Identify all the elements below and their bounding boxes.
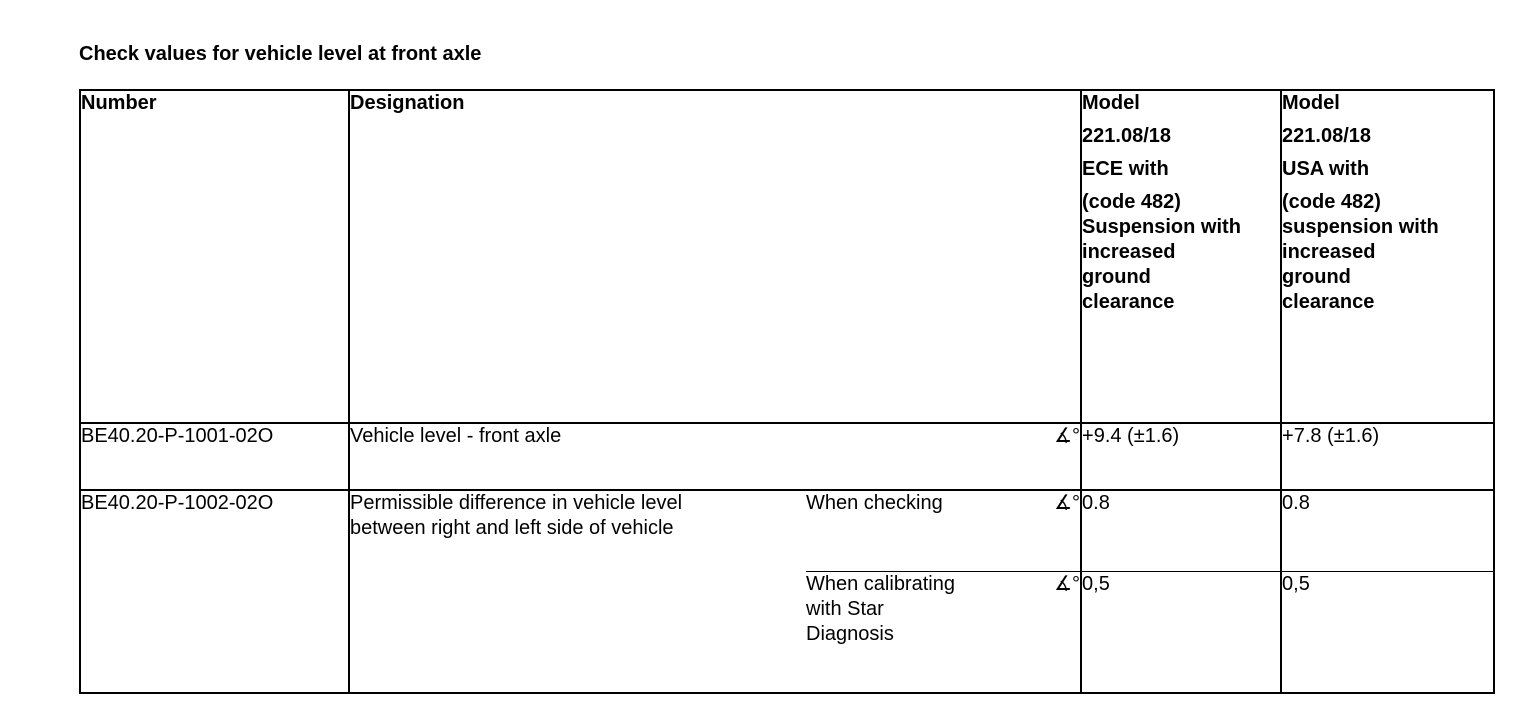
header-designation: Designation	[349, 90, 1081, 423]
angle-unit-icon: ∡°	[1021, 571, 1081, 693]
model-ece-line7: ground	[1082, 266, 1151, 288]
model-usa-line2: 221.08/18	[1282, 125, 1371, 147]
model-usa-line6: increased	[1282, 241, 1376, 263]
row2-condition-checking: When checking	[806, 490, 1021, 571]
model-ece-line1: Model	[1082, 92, 1140, 114]
row1-number: BE40.20-P-1001-02O	[80, 423, 349, 490]
row1-value-usa: +7.8 (±1.6)	[1281, 423, 1494, 490]
table-row	[80, 423, 1494, 490]
angle-unit-icon: ∡°	[1021, 423, 1081, 490]
header-model-ece	[1081, 90, 1281, 423]
row2-calibrating-value-ece: 0,5	[1081, 571, 1281, 693]
model-ece-line4: (code 482)	[1082, 191, 1181, 213]
row1-value-ece: +9.4 (±1.6)	[1081, 423, 1281, 490]
model-usa-line3: USA with	[1282, 158, 1370, 180]
model-ece-line8: clearance	[1082, 291, 1175, 313]
table-row	[80, 490, 1494, 571]
row1-designation: Vehicle level - front axle	[349, 423, 1021, 490]
row2-condition-calibrating	[806, 571, 1021, 693]
model-usa-line5: suspension with	[1282, 216, 1439, 238]
row2-calibrating-line2: with Star	[806, 597, 884, 620]
check-values-table	[79, 89, 1495, 694]
model-usa-line8: clearance	[1282, 291, 1375, 313]
row2-designation-line1: Permissible difference in vehicle level	[350, 492, 683, 514]
row2-checking-value-ece: 0.8	[1081, 490, 1281, 571]
row2-checking-value-usa: 0.8	[1281, 490, 1494, 571]
table-header-row	[80, 90, 1494, 423]
model-usa-line7: ground	[1282, 266, 1351, 288]
model-usa-line4: (code 482)	[1282, 191, 1381, 213]
page-title: Check values for vehicle level at front axle	[79, 43, 482, 65]
row2-number: BE40.20-P-1002-02O	[80, 490, 349, 693]
row2-calibrating-line3: Diagnosis	[806, 622, 894, 645]
row2-calibrating-value-usa: 0,5	[1281, 571, 1494, 693]
model-usa-line1: Model	[1282, 92, 1340, 114]
angle-unit-icon: ∡°	[1021, 490, 1081, 571]
model-ece-line3: ECE with	[1082, 158, 1169, 180]
model-ece-line5: Suspension with	[1082, 216, 1241, 238]
row2-designation	[349, 490, 806, 693]
row2-designation-line2: between right and left side of vehicle	[350, 517, 674, 539]
model-ece-line6: increased	[1082, 241, 1176, 263]
header-model-usa	[1281, 90, 1494, 423]
row2-calibrating-line1: When calibrating	[806, 572, 955, 595]
header-number: Number	[80, 90, 349, 423]
model-ece-line2: 221.08/18	[1082, 125, 1171, 147]
